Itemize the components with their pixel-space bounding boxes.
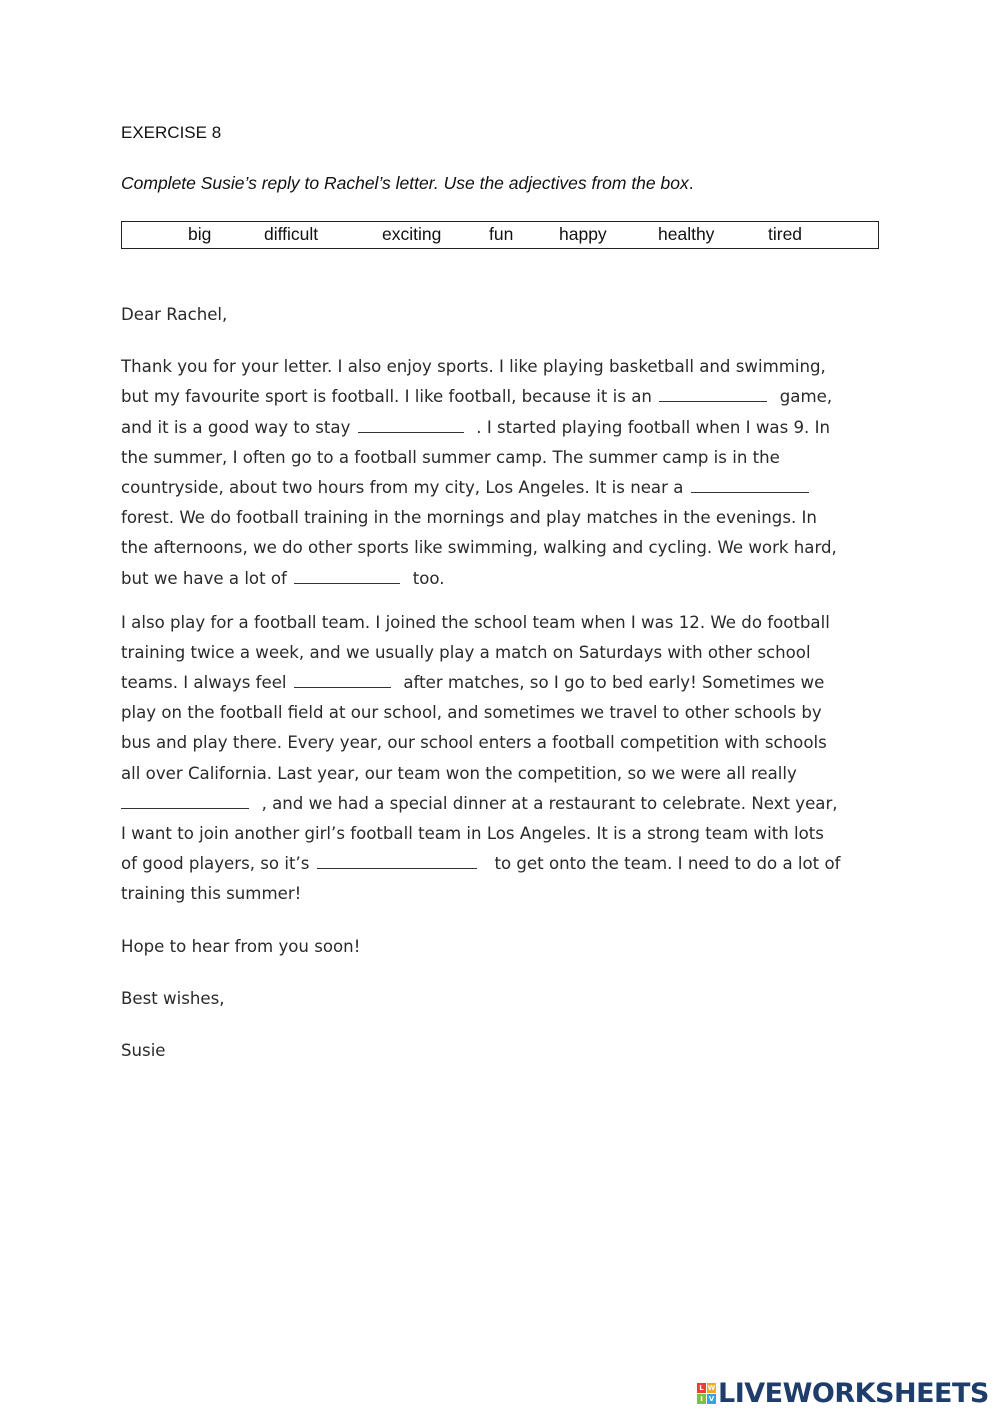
- logo-mark-icon: [697, 1383, 716, 1404]
- letter-text: but my favourite sport is football. I like football, because it is an: [121, 387, 652, 407]
- letter-text: countryside, about two hours from my city, Los Angeles. It is near a: [121, 477, 684, 497]
- liveworksheets-logo[interactable]: [697, 1377, 989, 1409]
- logo-tile: V: [708, 1394, 715, 1403]
- letter-line: [121, 382, 891, 412]
- word-box: [121, 221, 879, 249]
- answer-blank-6[interactable]: [121, 791, 249, 809]
- instruction-text: Complete Susie’s reply to Rachel’s letter. Use the adjectives from the box: [121, 173, 689, 193]
- letter-text: and it is a good way to stay: [121, 417, 351, 437]
- word-box-item: tired: [768, 224, 803, 244]
- letter-line: I also play for a football team. I joined the school team when I was 12. We do football: [121, 612, 830, 632]
- letter-line: the summer, I often go to a football summer camp. The summer camp is in the: [121, 447, 780, 467]
- word-box-item: difficult: [264, 224, 319, 244]
- word-box-item: fun: [489, 224, 514, 244]
- instruction-period: .: [688, 173, 694, 193]
- letter-text: too.: [412, 568, 445, 588]
- answer-blank-7[interactable]: [317, 851, 477, 869]
- letter-line: [121, 564, 891, 594]
- letter-line: all over California. Last year, our team won the competition, so we were all really: [121, 763, 797, 783]
- letter-signoff: Best wishes,: [121, 988, 225, 1008]
- letter-line: play on the football field at our school, and sometimes we travel to other schools by: [121, 703, 822, 723]
- logo-tile: W: [707, 1383, 716, 1392]
- letter-closing: Hope to hear from you soon!: [121, 936, 361, 956]
- exercise-instruction: [121, 173, 694, 194]
- letter-text: of good players, so it’s: [121, 854, 310, 874]
- letter-body: [121, 300, 891, 1066]
- letter-greeting: Dear Rachel,: [121, 305, 228, 324]
- letter-line: [121, 849, 891, 879]
- letter-line: Thank you for your letter. I also enjoy sports. I like playing basketball and swimming,: [121, 357, 826, 377]
- letter-text: but we have a lot of: [121, 568, 287, 588]
- letter-line: I want to join another girl’s football team in Los Angeles. It is a strong team with lots: [121, 824, 824, 843]
- letter-line: training this summer!: [121, 884, 302, 904]
- letter-text: after matches, so I go to bed early! Sometimes we: [403, 673, 825, 693]
- letter-line: [121, 789, 891, 819]
- answer-blank-3[interactable]: [691, 475, 809, 493]
- letter-line: [121, 668, 891, 698]
- word-box-item: healthy: [658, 224, 715, 244]
- logo-tile: I: [697, 1394, 706, 1404]
- answer-blank-4[interactable]: [294, 566, 400, 584]
- word-box-item: exciting: [382, 224, 442, 244]
- word-box-item: big: [188, 224, 212, 244]
- letter-text: game,: [779, 387, 833, 407]
- answer-blank-2[interactable]: [358, 415, 464, 433]
- answer-blank-1[interactable]: [659, 384, 767, 402]
- letter-line: forest. We do football training in the mornings and play matches in the evenings. In: [121, 508, 817, 528]
- letter-text: teams. I always feel: [121, 673, 287, 693]
- letter-text: to get onto the team. I need to do a lot of: [494, 854, 841, 874]
- letter-line: [121, 473, 891, 503]
- letter-signature: Susie: [121, 1040, 166, 1060]
- answer-blank-5[interactable]: [294, 670, 391, 688]
- letter-line: [121, 413, 891, 443]
- exercise-heading: EXERCISE 8: [121, 123, 222, 142]
- letter-text: , and we had a special dinner at a restaurant to celebrate. Next year,: [261, 793, 838, 813]
- letter-line: training twice a week, and we usually play a match on Saturdays with other school: [121, 642, 811, 662]
- logo-tile: L: [697, 1383, 706, 1393]
- word-box-item: happy: [559, 224, 607, 244]
- logo-text: LIVEWORKSHEETS: [718, 1377, 989, 1409]
- letter-line: bus and play there. Every year, our school enters a football competition with schools: [121, 733, 827, 753]
- letter-text: . I started playing football when I was 9. In: [476, 417, 831, 437]
- letter-line: the afternoons, we do other sports like swimming, walking and cycling. We work hard,: [121, 538, 837, 558]
